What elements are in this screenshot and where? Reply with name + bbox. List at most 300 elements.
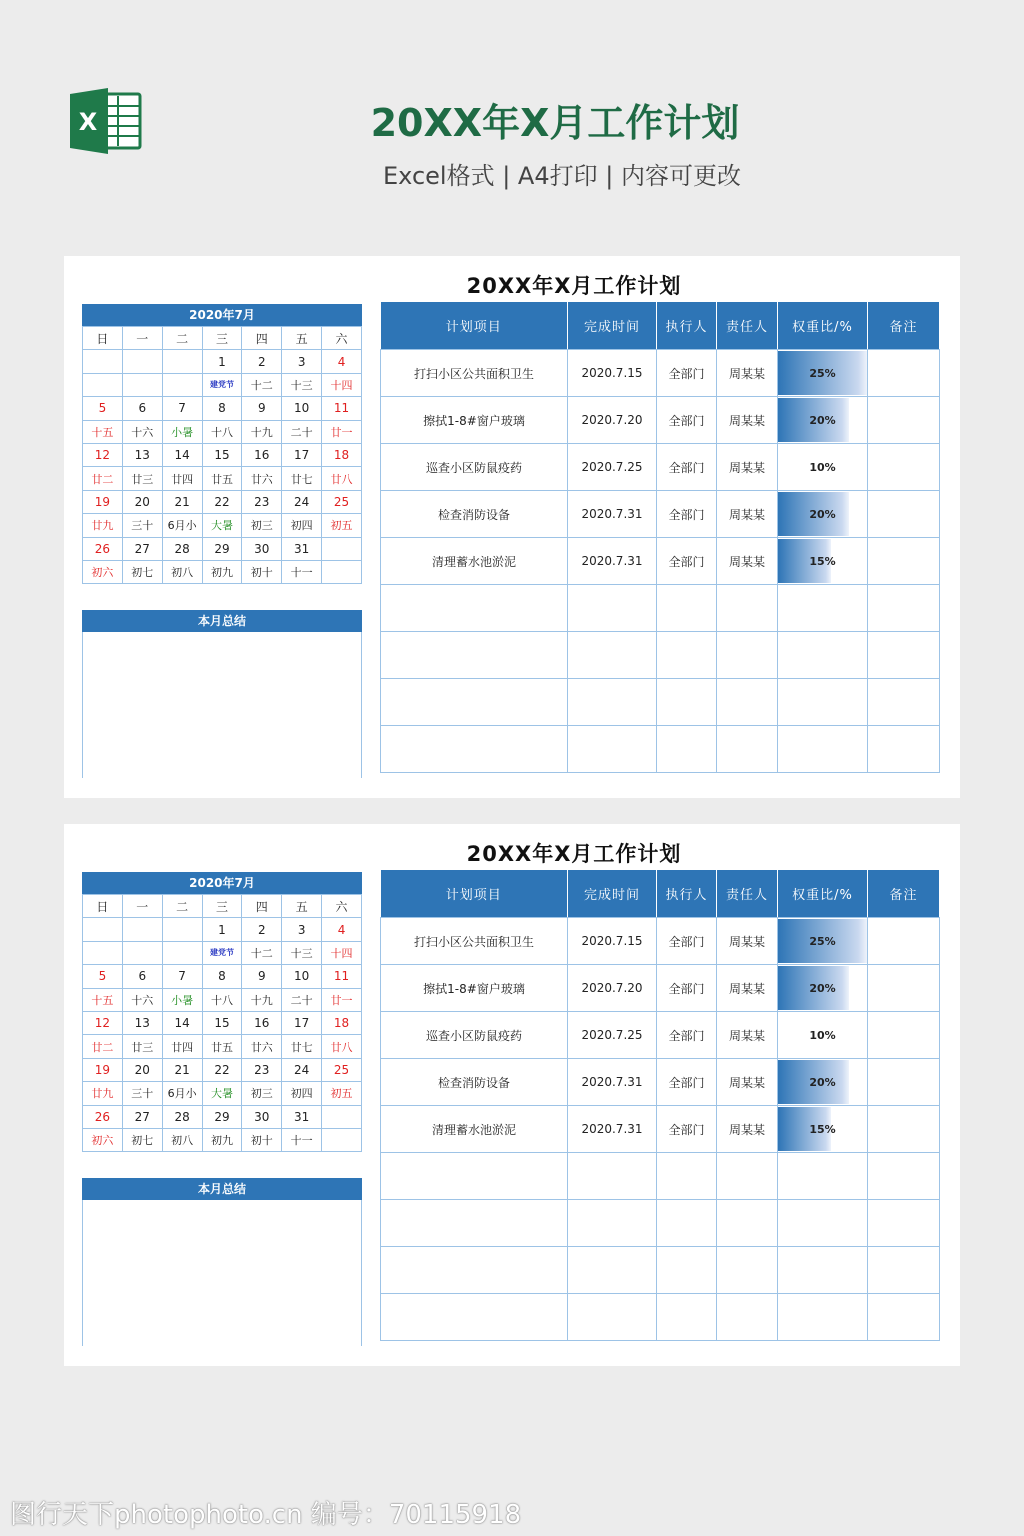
date-cell[interactable]: 2020.7.20 [568, 397, 657, 444]
calendar-day[interactable]: 10 [282, 965, 322, 988]
weight-value: 10% [809, 1029, 836, 1042]
column-header[interactable]: 完成时间 [568, 302, 657, 350]
empty-cell[interactable] [778, 679, 868, 726]
weight-cell[interactable] [778, 397, 868, 444]
executor-cell[interactable]: 全部门 [657, 491, 717, 538]
weight-cell[interactable] [778, 538, 868, 585]
calendar-lunar-date: 廿九 [83, 1082, 123, 1105]
empty-table-row [381, 585, 940, 632]
plan-table [380, 302, 940, 773]
weekday-header: 三 [202, 327, 242, 350]
calendar-day[interactable]: 12 [83, 443, 123, 466]
page-title: 20XX年X月工作计划 [370, 101, 740, 145]
calendar-lunar-date: 廿一 [322, 420, 362, 443]
calendar [82, 872, 362, 1152]
calendar-day[interactable]: 17 [282, 443, 322, 466]
calendar-day[interactable]: 9 [242, 397, 282, 420]
plan-item-cell[interactable]: 擦拭1-8#窗户玻璃 [381, 965, 568, 1012]
plan-item-cell[interactable]: 检查消防设备 [381, 491, 568, 538]
calendar-day[interactable]: 20 [122, 1058, 162, 1081]
weight-cell[interactable] [778, 1106, 868, 1153]
calendar-lunar-date: 廿一 [322, 988, 362, 1011]
calendar-lunar-date: 廿六 [242, 467, 282, 490]
empty-cell[interactable] [868, 585, 940, 632]
calendar-lunar-date: 十二 [242, 941, 282, 964]
empty-cell[interactable] [717, 632, 778, 679]
weight-value: 15% [809, 1123, 836, 1136]
note-cell[interactable] [868, 538, 940, 585]
date-cell[interactable]: 2020.7.31 [568, 1059, 657, 1106]
calendar-day[interactable] [83, 918, 123, 941]
calendar-lunar-date: 初九 [202, 1128, 242, 1151]
column-header[interactable]: 计划项目 [381, 302, 568, 350]
empty-cell[interactable] [868, 679, 940, 726]
table-row [381, 1012, 940, 1059]
calendar-day[interactable]: 28 [162, 537, 202, 560]
owner-cell[interactable]: 周某某 [717, 397, 778, 444]
calendar-day[interactable]: 2 [242, 918, 282, 941]
calendar-day[interactable]: 8 [202, 965, 242, 988]
executor-cell[interactable]: 全部门 [657, 397, 717, 444]
calendar-day[interactable]: 24 [282, 1058, 322, 1081]
calendar-lunar-date: 初四 [282, 514, 322, 537]
calendar-lunar-date: 十八 [202, 420, 242, 443]
watermark: 图行天下photophoto.cn 编号：70115918 [10, 1500, 522, 1530]
calendar-lunar-date: 廿八 [322, 467, 362, 490]
weight-value: 25% [809, 367, 836, 380]
calendar-day[interactable]: 29 [202, 537, 242, 560]
calendar-lunar-date: 十三 [282, 941, 322, 964]
calendar-day[interactable]: 24 [282, 490, 322, 513]
owner-cell[interactable]: 周某某 [717, 491, 778, 538]
weight-cell[interactable] [778, 918, 868, 965]
calendar-day[interactable]: 16 [242, 443, 282, 466]
calendar-lunar-date: 廿二 [83, 467, 123, 490]
calendar-lunar-date: 廿六 [242, 1035, 282, 1058]
empty-cell[interactable] [568, 1294, 657, 1341]
empty-cell[interactable] [717, 1200, 778, 1247]
column-header[interactable]: 责任人 [717, 302, 778, 350]
calendar-day[interactable]: 25 [322, 490, 362, 513]
empty-cell[interactable] [657, 679, 717, 726]
calendar-day[interactable] [122, 350, 162, 373]
calendar-day[interactable]: 23 [242, 490, 282, 513]
empty-cell[interactable] [568, 679, 657, 726]
owner-cell[interactable]: 周某某 [717, 1012, 778, 1059]
calendar-lunar-date: 十四 [322, 373, 362, 396]
calendar-lunar-date [83, 373, 123, 396]
executor-cell[interactable]: 全部门 [657, 1106, 717, 1153]
calendar-lunar-date: 十九 [242, 420, 282, 443]
plan-item-cell[interactable]: 擦拭1-8#窗户玻璃 [381, 397, 568, 444]
weight-cell[interactable] [778, 491, 868, 538]
weight-value: 10% [809, 461, 836, 474]
column-header[interactable]: 执行人 [657, 302, 717, 350]
calendar-lunar-date [322, 560, 362, 583]
calendar-lunar-date: 二十 [282, 420, 322, 443]
owner-cell[interactable]: 周某某 [717, 1106, 778, 1153]
calendar-day[interactable]: 17 [282, 1011, 322, 1034]
date-cell[interactable]: 2020.7.31 [568, 538, 657, 585]
note-cell[interactable] [868, 397, 940, 444]
calendar-day[interactable]: 4 [322, 918, 362, 941]
calendar-lunar-date: 初四 [282, 1082, 322, 1105]
empty-cell[interactable] [381, 679, 568, 726]
empty-table-row [381, 1153, 940, 1200]
calendar-lunar-date: 十五 [83, 988, 123, 1011]
empty-table-row [381, 1294, 940, 1341]
calendar-lunar-date: 初六 [83, 1128, 123, 1151]
empty-cell[interactable] [717, 726, 778, 773]
empty-cell[interactable] [657, 726, 717, 773]
empty-cell[interactable] [717, 1153, 778, 1200]
calendar-day[interactable]: 7 [162, 397, 202, 420]
empty-cell[interactable] [868, 1200, 940, 1247]
empty-cell[interactable] [868, 1153, 940, 1200]
empty-cell[interactable] [568, 1153, 657, 1200]
weekday-header: 三 [202, 895, 242, 918]
calendar-day[interactable]: 27 [122, 537, 162, 560]
weight-value: 15% [809, 555, 836, 568]
owner-cell[interactable]: 周某某 [717, 965, 778, 1012]
weight-value: 20% [809, 982, 836, 995]
plan-item-cell[interactable]: 巡查小区防鼠疫药 [381, 444, 568, 491]
calendar-day[interactable]: 9 [242, 965, 282, 988]
owner-cell[interactable]: 周某某 [717, 1059, 778, 1106]
date-cell[interactable]: 2020.7.15 [568, 918, 657, 965]
summary-input-area[interactable] [82, 1200, 362, 1346]
empty-table-row [381, 632, 940, 679]
calendar-lunar-date: 十五 [83, 420, 123, 443]
executor-cell[interactable]: 全部门 [657, 1059, 717, 1106]
owner-cell[interactable]: 周某某 [717, 350, 778, 397]
weight-cell[interactable] [778, 350, 868, 397]
calendar-lunar-date [322, 1128, 362, 1151]
weight-cell[interactable] [778, 1059, 868, 1106]
calendar-lunar-date: 廿八 [322, 1035, 362, 1058]
weekday-header: 日 [83, 327, 123, 350]
calendar-day[interactable]: 22 [202, 490, 242, 513]
svg-text:X: X [78, 108, 98, 136]
calendar-lunar-date: 廿五 [202, 1035, 242, 1058]
date-cell[interactable]: 2020.7.25 [568, 444, 657, 491]
column-header[interactable]: 权重比/% [778, 302, 868, 350]
column-header[interactable]: 责任人 [717, 870, 778, 918]
calendar-lunar-date: 廿五 [202, 467, 242, 490]
calendar-lunar-date [122, 941, 162, 964]
calendar-day[interactable]: 15 [202, 1011, 242, 1034]
note-cell[interactable] [868, 350, 940, 397]
calendar-day[interactable]: 10 [282, 397, 322, 420]
empty-cell[interactable] [568, 1200, 657, 1247]
calendar-day[interactable] [122, 918, 162, 941]
empty-cell[interactable] [778, 1247, 868, 1294]
summary-title: 本月总结 [82, 610, 362, 632]
owner-cell[interactable]: 周某某 [717, 444, 778, 491]
calendar-day[interactable]: 22 [202, 1058, 242, 1081]
calendar-day[interactable]: 5 [83, 965, 123, 988]
executor-cell[interactable]: 全部门 [657, 350, 717, 397]
calendar-lunar-date: 二十 [282, 988, 322, 1011]
empty-table-row [381, 1200, 940, 1247]
calendar-day[interactable]: 1 [202, 918, 242, 941]
calendar-lunar-date: 初九 [202, 560, 242, 583]
sheet-title: 20XX年X月工作计划 [466, 274, 682, 298]
weekday-header: 二 [162, 327, 202, 350]
empty-cell[interactable] [717, 679, 778, 726]
calendar-grid [82, 894, 362, 1152]
weekday-header: 五 [282, 895, 322, 918]
empty-cell[interactable] [657, 1153, 717, 1200]
calendar-day[interactable]: 4 [322, 350, 362, 373]
calendar-day[interactable] [162, 350, 202, 373]
weight-value: 20% [809, 508, 836, 521]
calendar-day[interactable]: 19 [83, 490, 123, 513]
empty-cell[interactable] [381, 585, 568, 632]
column-header[interactable]: 权重比/% [778, 870, 868, 918]
empty-cell[interactable] [717, 1294, 778, 1341]
date-cell[interactable]: 2020.7.25 [568, 1012, 657, 1059]
calendar-day[interactable]: 30 [242, 537, 282, 560]
executor-cell[interactable]: 全部门 [657, 538, 717, 585]
calendar-lunar-date: 十一 [282, 560, 322, 583]
calendar-day[interactable]: 3 [282, 918, 322, 941]
calendar-day[interactable]: 14 [162, 1011, 202, 1034]
column-header[interactable]: 完成时间 [568, 870, 657, 918]
empty-cell[interactable] [381, 726, 568, 773]
page-subtitle: Excel格式 | A4打印 | 内容可更改 [383, 162, 741, 190]
calendar-day[interactable]: 2 [242, 350, 282, 373]
empty-cell[interactable] [778, 726, 868, 773]
empty-cell[interactable] [717, 585, 778, 632]
calendar-lunar-date: 初六 [83, 560, 123, 583]
note-cell[interactable] [868, 918, 940, 965]
calendar-day[interactable]: 7 [162, 965, 202, 988]
calendar-day[interactable]: 11 [322, 397, 362, 420]
calendar-month: 2020年7月 [82, 304, 362, 326]
empty-cell[interactable] [868, 632, 940, 679]
calendar-day[interactable]: 19 [83, 1058, 123, 1081]
calendar-day[interactable]: 30 [242, 1105, 282, 1128]
calendar-day[interactable]: 21 [162, 1058, 202, 1081]
date-cell[interactable]: 2020.7.31 [568, 1106, 657, 1153]
calendar-day[interactable] [83, 350, 123, 373]
calendar-lunar-date: 十一 [282, 1128, 322, 1151]
empty-cell[interactable] [778, 1294, 868, 1341]
empty-cell[interactable] [568, 1247, 657, 1294]
date-cell[interactable]: 2020.7.31 [568, 491, 657, 538]
note-cell[interactable] [868, 1012, 940, 1059]
empty-cell[interactable] [868, 1294, 940, 1341]
owner-cell[interactable]: 周某某 [717, 538, 778, 585]
calendar [82, 304, 362, 584]
weight-cell[interactable] [778, 965, 868, 1012]
empty-cell[interactable] [657, 1247, 717, 1294]
table-row [381, 350, 940, 397]
plan-item-cell[interactable]: 检查消防设备 [381, 1059, 568, 1106]
calendar-lunar-date: 廿七 [282, 1035, 322, 1058]
column-header[interactable]: 计划项目 [381, 870, 568, 918]
table-row [381, 538, 940, 585]
empty-cell[interactable] [381, 1294, 568, 1341]
empty-cell[interactable] [868, 1247, 940, 1294]
calendar-day[interactable]: 13 [122, 443, 162, 466]
calendar-lunar-date: 小暑 [162, 988, 202, 1011]
calendar-lunar-date: 廿三 [122, 467, 162, 490]
calendar-day[interactable]: 6 [122, 965, 162, 988]
note-cell[interactable] [868, 1106, 940, 1153]
calendar-day[interactable] [322, 537, 362, 560]
calendar-day[interactable]: 31 [282, 1105, 322, 1128]
empty-cell[interactable] [381, 1247, 568, 1294]
calendar-day[interactable]: 18 [322, 443, 362, 466]
empty-cell[interactable] [657, 1200, 717, 1247]
calendar-lunar-date: 初十 [242, 560, 282, 583]
calendar-day[interactable]: 21 [162, 490, 202, 513]
empty-cell[interactable] [568, 726, 657, 773]
note-cell[interactable] [868, 491, 940, 538]
empty-cell[interactable] [568, 632, 657, 679]
calendar-day[interactable]: 28 [162, 1105, 202, 1128]
calendar-lunar-date: 三十 [122, 1082, 162, 1105]
calendar-day[interactable]: 26 [83, 537, 123, 560]
empty-table-row [381, 726, 940, 773]
weekday-header: 六 [322, 327, 362, 350]
note-cell[interactable] [868, 965, 940, 1012]
plan-item-cell[interactable]: 清理蓄水池淤泥 [381, 1106, 568, 1153]
executor-cell[interactable]: 全部门 [657, 444, 717, 491]
calendar-day[interactable]: 27 [122, 1105, 162, 1128]
weekday-header: 四 [242, 327, 282, 350]
table-row [381, 397, 940, 444]
date-cell[interactable]: 2020.7.20 [568, 965, 657, 1012]
calendar-day[interactable] [162, 918, 202, 941]
calendar-lunar-date: 初三 [242, 514, 282, 537]
calendar-lunar-date: 廿七 [282, 467, 322, 490]
column-header[interactable]: 执行人 [657, 870, 717, 918]
monthly-summary [82, 610, 362, 780]
calendar-day[interactable]: 11 [322, 965, 362, 988]
executor-cell[interactable]: 全部门 [657, 1012, 717, 1059]
calendar-lunar-date: 建党节 [202, 941, 242, 964]
calendar-day[interactable]: 18 [322, 1011, 362, 1034]
empty-cell[interactable] [778, 1200, 868, 1247]
calendar-day[interactable]: 23 [242, 1058, 282, 1081]
empty-cell[interactable] [381, 632, 568, 679]
calendar-day[interactable]: 29 [202, 1105, 242, 1128]
note-cell[interactable] [868, 1059, 940, 1106]
calendar-day[interactable]: 6 [122, 397, 162, 420]
empty-cell[interactable] [778, 632, 868, 679]
empty-cell[interactable] [778, 585, 868, 632]
calendar-day[interactable]: 14 [162, 443, 202, 466]
column-header[interactable]: 备注 [868, 870, 940, 918]
calendar-lunar-date: 初八 [162, 1128, 202, 1151]
empty-cell[interactable] [657, 585, 717, 632]
empty-cell[interactable] [568, 585, 657, 632]
calendar-lunar-date [83, 941, 123, 964]
plan-item-cell[interactable]: 巡查小区防鼠疫药 [381, 1012, 568, 1059]
table-row [381, 444, 940, 491]
empty-cell[interactable] [657, 1294, 717, 1341]
calendar-day[interactable]: 25 [322, 1058, 362, 1081]
weight-value: 20% [809, 1076, 836, 1089]
calendar-lunar-date: 6月小 [162, 1082, 202, 1105]
calendar-lunar-date: 初八 [162, 560, 202, 583]
weight-cell[interactable] [778, 444, 868, 491]
table-row [381, 965, 940, 1012]
calendar-day[interactable]: 15 [202, 443, 242, 466]
plan-item-cell[interactable]: 打扫小区公共面积卫生 [381, 918, 568, 965]
empty-cell[interactable] [381, 1153, 568, 1200]
calendar-lunar-date: 十三 [282, 373, 322, 396]
calendar-day[interactable]: 8 [202, 397, 242, 420]
calendar-lunar-date: 初七 [122, 1128, 162, 1151]
calendar-day[interactable]: 20 [122, 490, 162, 513]
note-cell[interactable] [868, 444, 940, 491]
calendar-month: 2020年7月 [82, 872, 362, 894]
weekday-header: 四 [242, 895, 282, 918]
date-cell[interactable]: 2020.7.15 [568, 350, 657, 397]
calendar-lunar-date: 建党节 [202, 373, 242, 396]
executor-cell[interactable]: 全部门 [657, 918, 717, 965]
calendar-lunar-date: 初三 [242, 1082, 282, 1105]
empty-cell[interactable] [868, 726, 940, 773]
calendar-lunar-date [122, 373, 162, 396]
calendar-lunar-date: 廿四 [162, 467, 202, 490]
weekday-header: 二 [162, 895, 202, 918]
calendar-lunar-date: 十六 [122, 988, 162, 1011]
calendar-day[interactable]: 3 [282, 350, 322, 373]
table-row [381, 491, 940, 538]
weekday-header: 一 [122, 327, 162, 350]
empty-cell[interactable] [778, 1153, 868, 1200]
weight-cell[interactable] [778, 1012, 868, 1059]
calendar-day[interactable]: 1 [202, 350, 242, 373]
calendar-lunar-date: 大暑 [202, 1082, 242, 1105]
calendar-lunar-date [162, 941, 202, 964]
sheet-title: 20XX年X月工作计划 [466, 842, 682, 866]
calendar-day[interactable]: 13 [122, 1011, 162, 1034]
summary-title: 本月总结 [82, 1178, 362, 1200]
summary-input-area[interactable] [82, 632, 362, 778]
calendar-lunar-date: 大暑 [202, 514, 242, 537]
calendar-lunar-date: 十八 [202, 988, 242, 1011]
executor-cell[interactable]: 全部门 [657, 965, 717, 1012]
plan-item-cell[interactable]: 清理蓄水池淤泥 [381, 538, 568, 585]
calendar-lunar-date: 十四 [322, 941, 362, 964]
empty-cell[interactable] [657, 632, 717, 679]
worksheet-page [64, 256, 960, 798]
weekday-header: 一 [122, 895, 162, 918]
calendar-lunar-date: 十六 [122, 420, 162, 443]
weekday-header: 日 [83, 895, 123, 918]
calendar-day[interactable]: 5 [83, 397, 123, 420]
empty-cell[interactable] [381, 1200, 568, 1247]
plan-item-cell[interactable]: 打扫小区公共面积卫生 [381, 350, 568, 397]
calendar-day[interactable]: 16 [242, 1011, 282, 1034]
weekday-header: 五 [282, 327, 322, 350]
empty-cell[interactable] [717, 1247, 778, 1294]
calendar-lunar-date: 初五 [322, 514, 362, 537]
column-header[interactable]: 备注 [868, 302, 940, 350]
calendar-lunar-date: 初五 [322, 1082, 362, 1105]
calendar-day[interactable] [322, 1105, 362, 1128]
owner-cell[interactable]: 周某某 [717, 918, 778, 965]
calendar-day[interactable]: 26 [83, 1105, 123, 1128]
calendar-day[interactable]: 31 [282, 537, 322, 560]
calendar-day[interactable]: 12 [83, 1011, 123, 1034]
